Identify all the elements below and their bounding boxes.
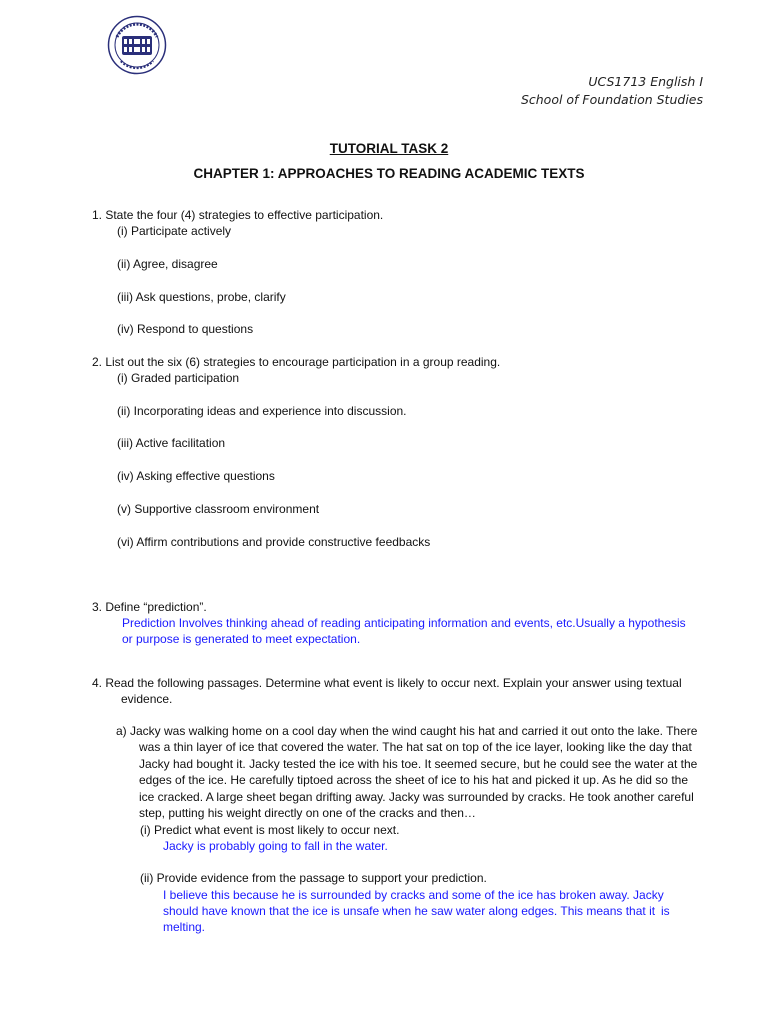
passage-a-line: was a thin layer of ice that covered the water. The hat sat on top of the ice layer, looking like the day that [139, 740, 692, 754]
question-3: 3. Define “prediction”. [92, 600, 207, 614]
course-code: UCS1713 English I [588, 74, 703, 89]
answer-ii-line: should have known that the ice is unsafe when he saw water along edges. This means that it [163, 904, 656, 918]
q3-answer-line: or purpose is generated to meet expectation. [122, 632, 361, 646]
passage-a-line: a) Jacky was walking home on a cool day when the wind caught his hat and carried it out onto the lake. There [116, 724, 698, 738]
chapter-title: CHAPTER 1: APPROACHES TO READING ACADEMIC TEXTS [193, 166, 585, 181]
question-1: 1. State the four (4) strategies to effective participation. [92, 208, 384, 222]
sub-question-ii: (ii) Provide evidence from the passage to support your prediction. [140, 871, 487, 885]
q3-answer-line: Prediction Involves thinking ahead of reading anticipating information and events, etc.Usually a hypothesis [122, 616, 686, 630]
passage-a-line: Jacky had bought it. Jacky tested the ice with his toe. It seemed secure, but he could see the water at the [139, 757, 698, 771]
q2-item: (iv) Asking effective questions [117, 469, 275, 483]
q2-item: (v) Supportive classroom environment [117, 502, 320, 516]
q2-item: (iii) Active facilitation [117, 436, 226, 450]
q1-item: (ii) Agree, disagree [117, 257, 218, 271]
q2-item: (i) Graded participation [117, 371, 240, 385]
task-title: TUTORIAL TASK 2 [329, 141, 449, 156]
q2-item: (ii) Incorporating ideas and experience into discussion. [117, 404, 407, 418]
passage-a-line: step, putting his weight directly on one of the cracks and then… [139, 806, 476, 820]
answer-ii-word: is [661, 904, 670, 918]
q1-item: (i) Participate actively [117, 224, 232, 238]
question-2: 2. List out the six (6) strategies to encourage participation in a group reading. [92, 355, 501, 369]
question-4: 4. Read the following passages. Determine what event is likely to occur next. Explain your answer using textual [92, 676, 682, 690]
answer-ii-line: melting. [163, 920, 206, 934]
passage-a-line: edges of the ice. He carefully tiptoed across the sheet of ice to his hat and picked it up. As he did so the [139, 773, 688, 787]
q2-item: (vi) Affirm contributions and provide constructive feedbacks [117, 535, 431, 549]
q1-item: (iii) Ask questions, probe, clarify [117, 290, 286, 304]
q1-item: (iv) Respond to questions [117, 322, 254, 336]
answer-i: Jacky is probably going to fall in the water. [163, 839, 388, 853]
passage-a-line: ice cracked. A large sheet began drifting away. Jacky was surrounded by cracks. He took another careful [139, 790, 694, 804]
answer-ii-line: I believe this because he is surrounded by cracks and some of the ice has broken away. Jacky [163, 888, 664, 902]
sub-question-i: (i) Predict what event is most likely to occur next. [140, 823, 400, 837]
university-seal-icon [107, 15, 167, 75]
question-4-cont: evidence. [121, 692, 173, 706]
school-name: School of Foundation Studies [520, 92, 703, 107]
